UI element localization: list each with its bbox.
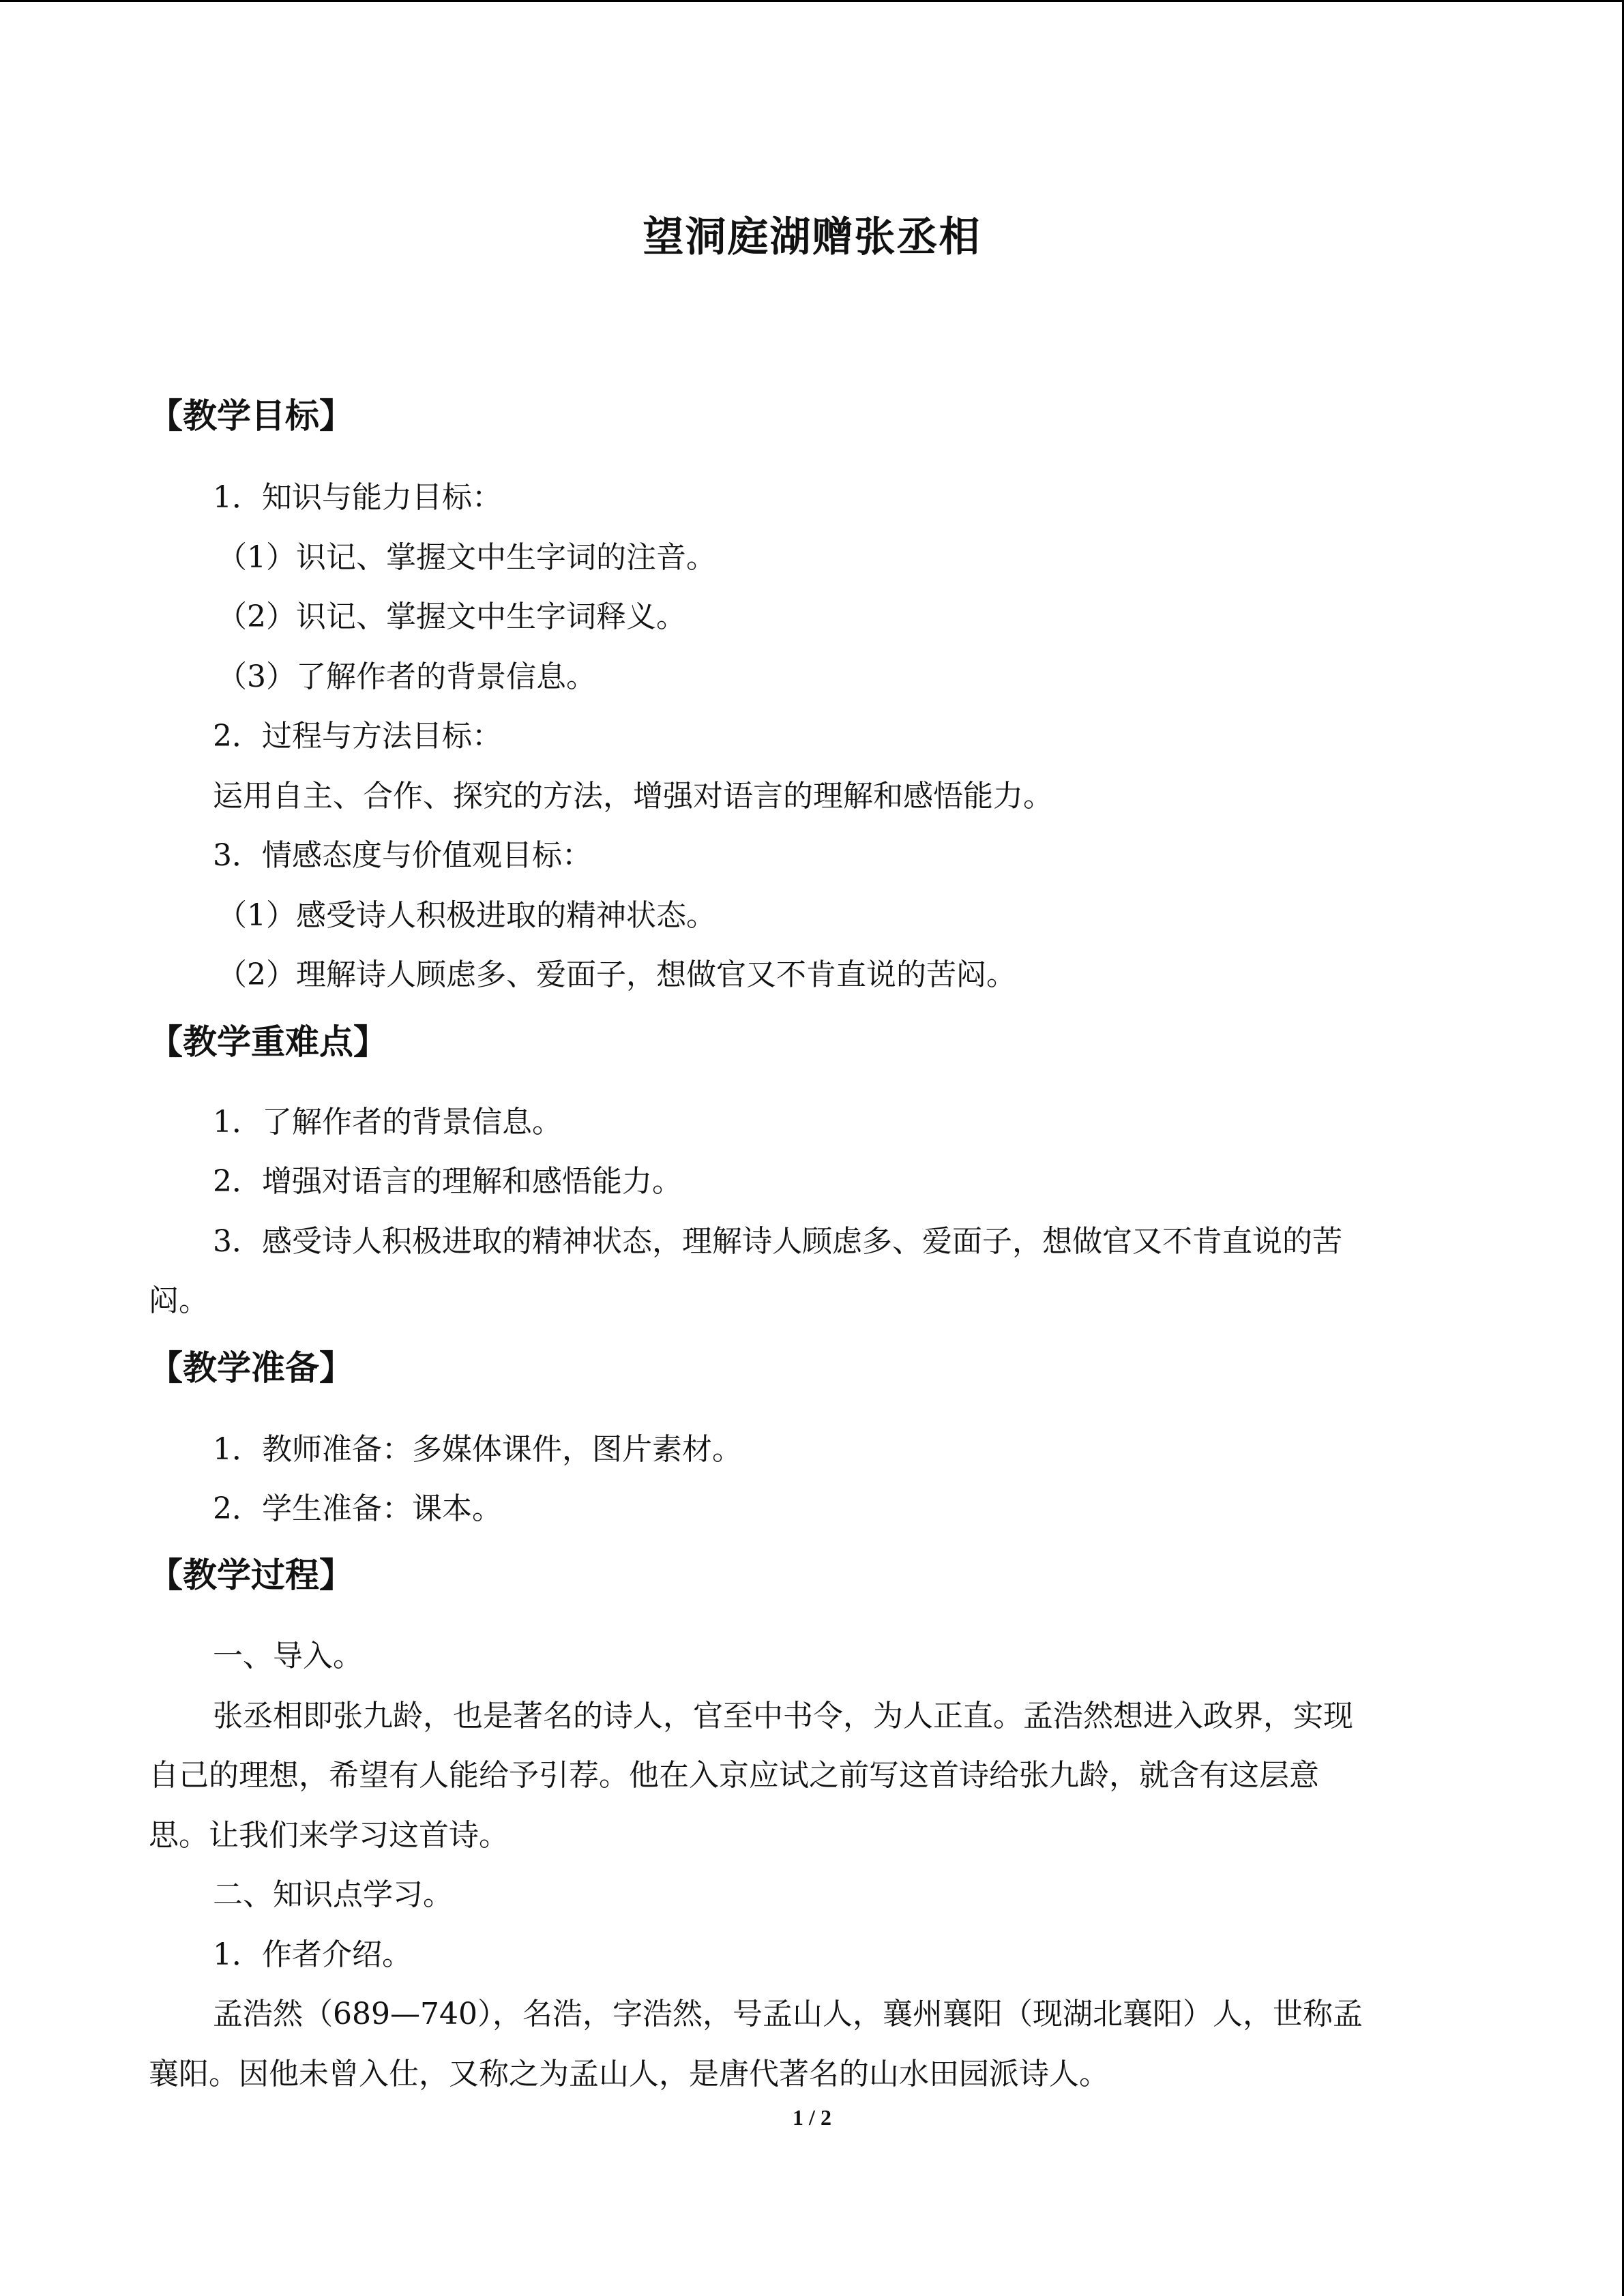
process-line: 孟浩然（689—740），名浩，字浩然，号孟山人，襄州襄阳（现湖北襄阳）人，世称孟 — [213, 1997, 1363, 2031]
preparation-line: 1．教师准备：多媒体课件，图片素材。 — [213, 1432, 742, 1467]
key-points-line: 闷。 — [149, 1283, 209, 1318]
process-line: 二、知识点学习。 — [213, 1877, 453, 1912]
section-heading-process: 【教学过程】 — [149, 1555, 353, 1595]
goals-line: （1）感受诗人积极进取的精神状态。 — [217, 898, 716, 933]
goals-line: （1）识记、掌握文中生字词的注音。 — [217, 540, 716, 575]
page-number: 1 / 2 — [793, 2105, 831, 2130]
goals-line: （2）理解诗人顾虑多、爱面子，想做官又不肯直说的苦闷。 — [217, 957, 1016, 992]
section-heading-goals: 【教学目标】 — [149, 396, 353, 436]
key-points-line: 1．了解作者的背景信息。 — [213, 1105, 562, 1139]
preparation-line: 2．学生准备：课本。 — [213, 1491, 502, 1526]
goals-line: （2）识记、掌握文中生字词释义。 — [217, 599, 686, 634]
goals-line: 1．知识与能力目标： — [213, 480, 502, 515]
goals-line: 2．过程与方法目标： — [213, 719, 502, 754]
goals-line: 运用自主、合作、探究的方法，增强对语言的理解和感悟能力。 — [213, 779, 1053, 814]
process-line: 襄阳。因他未曾入仕，又称之为孟山人，是唐代著名的山水田园派诗人。 — [149, 2057, 1109, 2091]
section-heading-key-points: 【教学重难点】 — [149, 1022, 387, 1062]
goals-line: （3）了解作者的背景信息。 — [217, 659, 596, 694]
process-line: 一、导入。 — [213, 1639, 363, 1673]
key-points-line: 2．增强对语言的理解和感悟能力。 — [213, 1164, 682, 1199]
key-points-line: 3．感受诗人积极进取的精神状态，理解诗人顾虑多、爱面子，想做官又不肯直说的苦 — [213, 1224, 1342, 1259]
page-title: 望洞庭湖赠张丞相 — [643, 213, 981, 261]
process-line: 思。让我们来学习这首诗。 — [149, 1818, 509, 1853]
process-line: 自己的理想，希望有人能给予引荐。他在入京应试之前写这首诗给张九龄，就含有这层意 — [149, 1758, 1319, 1793]
process-line: 张丞相即张九龄，也是著名的诗人，官至中书令，为人正直。孟浩然想进入政界，实现 — [213, 1699, 1353, 1733]
process-line: 1．作者介绍。 — [213, 1937, 412, 1972]
section-heading-preparation: 【教学准备】 — [149, 1348, 353, 1388]
goals-line: 3．情感态度与价值观目标： — [213, 838, 592, 873]
